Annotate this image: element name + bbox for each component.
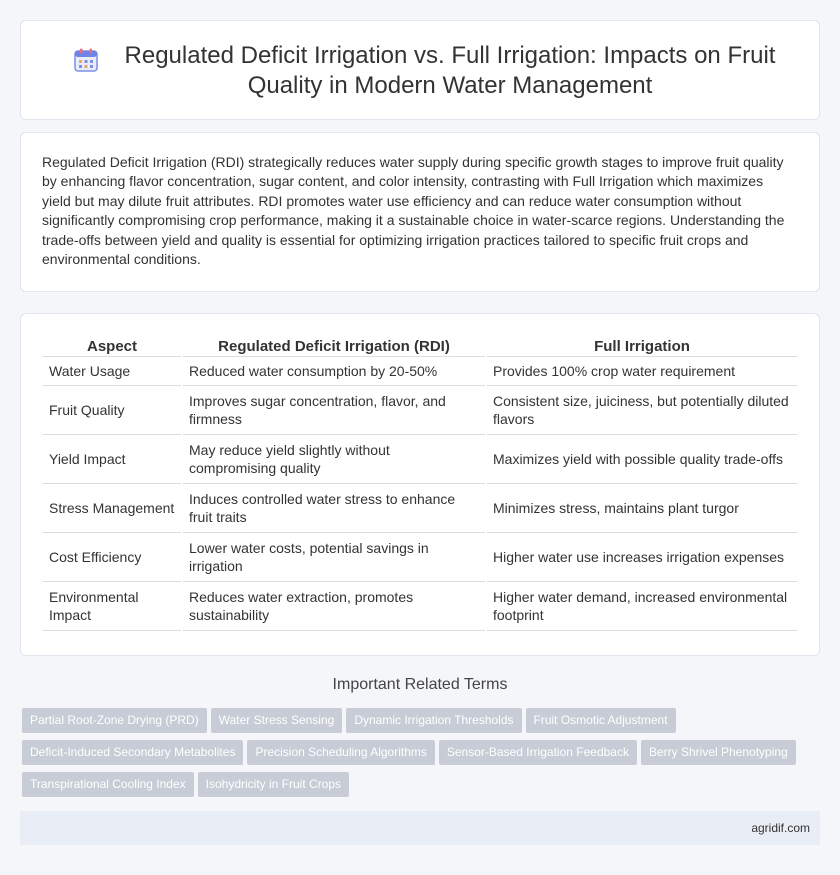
cell-full: Maximizes yield with possible quality trade-offs — [487, 435, 797, 484]
title-card — [20, 20, 820, 120]
table-row — [43, 435, 797, 484]
cell-rdi: Improves sugar concentration, flavor, and firmness — [183, 386, 485, 435]
header-full-irrigation: Full Irrigation — [487, 334, 797, 357]
related-term-tag[interactable]: Sensor-Based Irrigation Feedback — [439, 740, 637, 765]
cell-full: Higher water demand, increased environmental footprint — [487, 582, 797, 631]
cell-aspect: Cost Efficiency — [43, 533, 181, 582]
comparison-table-card — [20, 313, 820, 656]
cell-full: Consistent size, juiciness, but potentially diluted flavors — [487, 386, 797, 435]
calendar-icon — [73, 47, 99, 73]
related-term-tag[interactable]: Water Stress Sensing — [211, 708, 343, 733]
related-terms-list — [22, 708, 822, 804]
intro-card — [20, 132, 820, 292]
footer — [20, 811, 820, 845]
related-term-tag[interactable]: Transpirational Cooling Index — [22, 772, 194, 797]
cell-rdi: May reduce yield slightly without compromising quality — [183, 435, 485, 484]
header-aspect: Aspect — [43, 334, 181, 357]
related-term-tag[interactable]: Partial Root-Zone Drying (PRD) — [22, 708, 207, 733]
cell-aspect: Stress Management — [43, 484, 181, 533]
cell-aspect: Environmental Impact — [43, 582, 181, 631]
cell-rdi: Reduces water extraction, promotes sustainability — [183, 582, 485, 631]
intro-paragraph: Regulated Deficit Irrigation (RDI) strategically reduces water supply during specific growth stages to improve fruit quality by enhancing flavor concentration, sugar content, and color intensity, contrasting with Full Irrigation which maximizes yield but may dilute fruit attributes. RDI promotes water use efficiency and can reduce water consumption without significantly compromising crop performance, making it a sustainable choice in water-scarce regions. Understanding the trade-offs between yield and quality is essential for optimizing irrigation practices tailored to specific fruit crops and environmental conditions. — [42, 154, 785, 268]
cell-rdi: Reduced water consumption by 20-50% — [183, 357, 485, 386]
cell-aspect: Fruit Quality — [43, 386, 181, 435]
table-row — [43, 484, 797, 533]
related-term-tag[interactable]: Fruit Osmotic Adjustment — [526, 708, 676, 733]
related-term-tag[interactable]: Isohydricity in Fruit Crops — [198, 772, 349, 797]
cell-rdi: Induces controlled water stress to enhance fruit traits — [183, 484, 485, 533]
table-header-row — [43, 334, 797, 357]
table-row — [43, 582, 797, 631]
related-term-tag[interactable]: Deficit-Induced Secondary Metabolites — [22, 740, 243, 765]
table-row — [43, 386, 797, 435]
header-rdi: Regulated Deficit Irrigation (RDI) — [183, 334, 485, 357]
comparison-table — [41, 334, 799, 631]
cell-full: Minimizes stress, maintains plant turgor — [487, 484, 797, 533]
cell-aspect: Yield Impact — [43, 435, 181, 484]
table-row — [43, 357, 797, 386]
related-term-tag[interactable]: Precision Scheduling Algorithms — [247, 740, 434, 765]
table-row — [43, 533, 797, 582]
footer-site-link[interactable]: agridif.com — [751, 821, 810, 835]
related-term-tag[interactable]: Dynamic Irrigation Thresholds — [346, 708, 521, 733]
page-title: Regulated Deficit Irrigation vs. Full Irrigation: Impacts on Fruit Quality in Modern Water Management — [124, 42, 776, 99]
related-terms-heading: Important Related Terms — [332, 676, 508, 693]
cell-aspect: Water Usage — [43, 357, 181, 386]
cell-rdi: Lower water costs, potential savings in irrigation — [183, 533, 485, 582]
cell-full: Provides 100% crop water requirement — [487, 357, 797, 386]
related-term-tag[interactable]: Berry Shrivel Phenotyping — [641, 740, 796, 765]
cell-full: Higher water use increases irrigation expenses — [487, 533, 797, 582]
